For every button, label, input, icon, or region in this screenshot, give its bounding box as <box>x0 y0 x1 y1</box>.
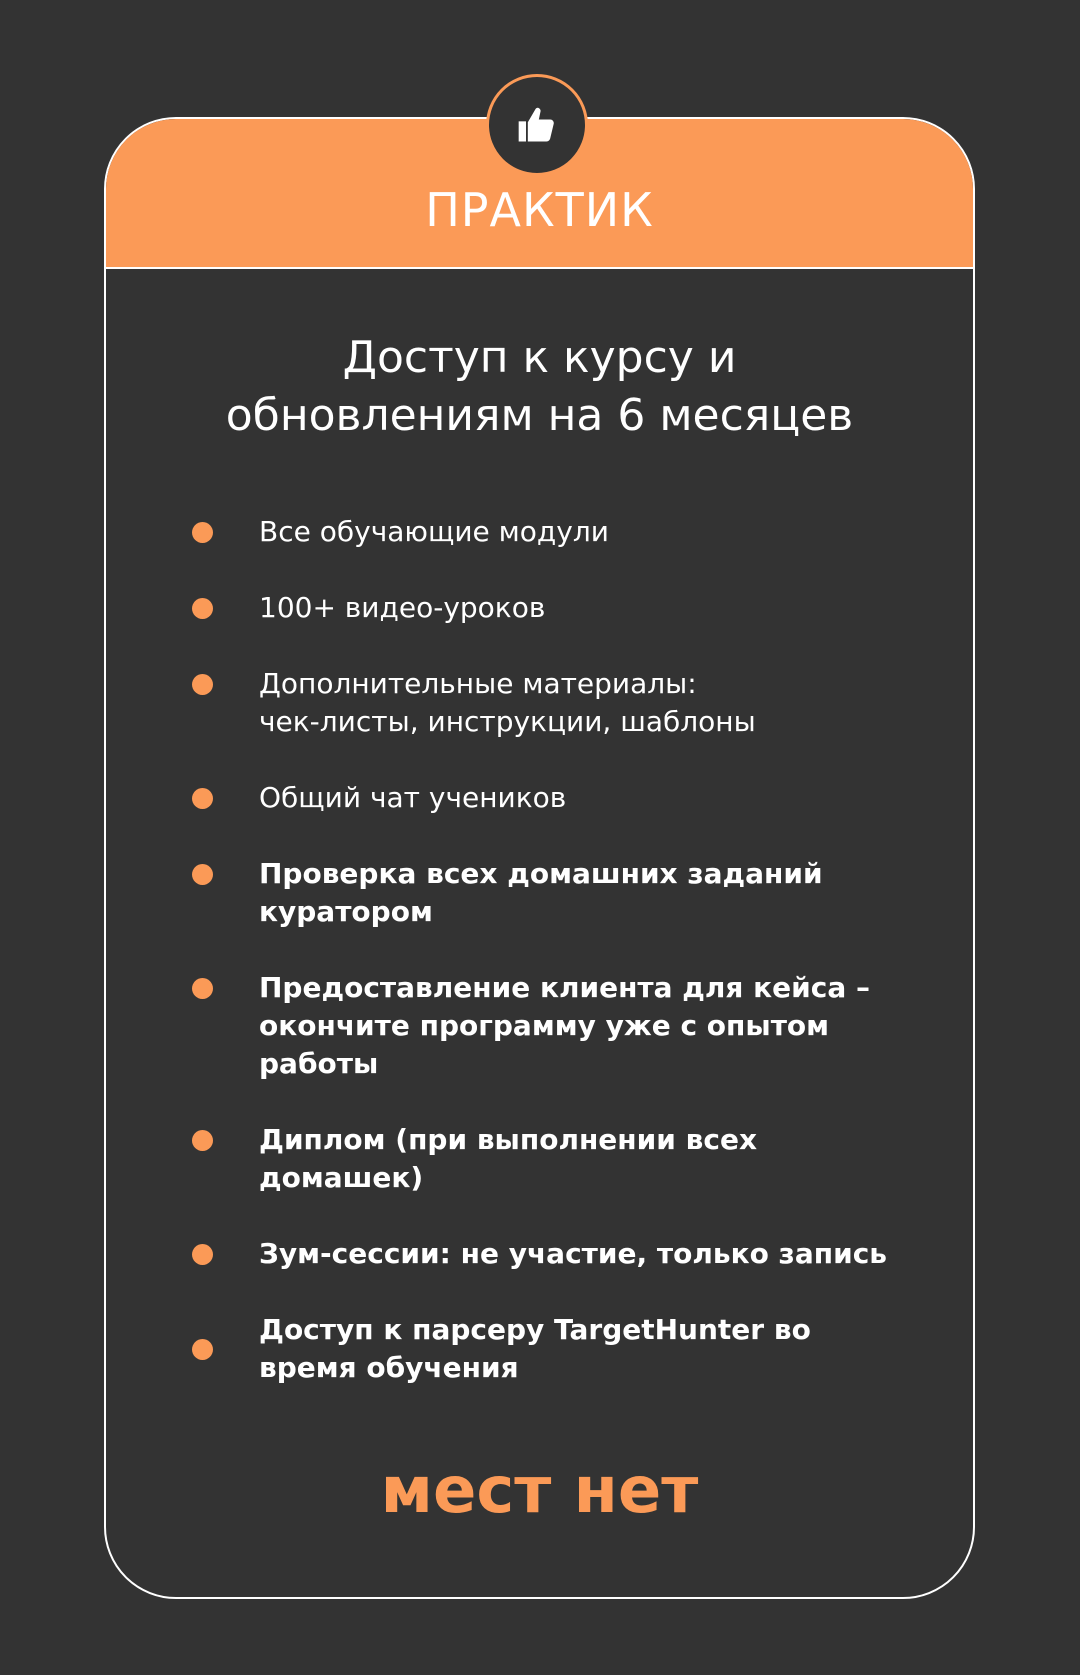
subtitle-line: Доступ к курсу и <box>342 332 737 383</box>
pricing-card <box>104 117 975 1599</box>
bullet-dot-icon <box>192 598 213 619</box>
feature-line: Дополнительные материалы: <box>259 667 697 700</box>
card-body <box>106 329 973 1387</box>
plan-badge <box>486 74 588 176</box>
feature-line: время обучения <box>259 1351 519 1384</box>
plan-name: ПРАКТИК <box>425 183 654 237</box>
feature-line: Доступ к парсеру TargetHunter во <box>259 1313 811 1346</box>
thumbs-up-icon <box>515 103 559 147</box>
feature-text: Все обучающие модули <box>259 515 609 548</box>
bullet-dot-icon <box>192 1339 213 1360</box>
feature-text: Зум-сессии: не участие, только запись <box>259 1237 887 1270</box>
bullet-dot-icon <box>192 788 213 809</box>
feature-line: Предоставление клиента для кейса – <box>259 971 870 1004</box>
feature-text: 100+ видео-уроков <box>259 591 546 624</box>
feature-text <box>259 969 909 1083</box>
feature-item <box>192 1121 909 1197</box>
bullet-dot-icon <box>192 978 213 999</box>
feature-line: куратором <box>259 895 433 928</box>
bullet-dot-icon <box>192 1130 213 1151</box>
bullet-dot-icon <box>192 864 213 885</box>
bullet-dot-icon <box>192 674 213 695</box>
plan-subtitle <box>192 329 909 445</box>
feature-line: домашек) <box>259 1161 424 1194</box>
bullet-dot-icon <box>192 1244 213 1265</box>
feature-text <box>259 665 909 741</box>
feature-item <box>192 513 909 551</box>
feature-list <box>192 513 909 1387</box>
feature-line: окончите программу уже с опытом <box>259 1009 830 1042</box>
feature-item <box>192 1311 909 1387</box>
feature-text: Общий чат учеников <box>259 781 567 814</box>
feature-text <box>259 1311 909 1387</box>
feature-item <box>192 779 909 817</box>
feature-item <box>192 665 909 741</box>
feature-line: работы <box>259 1047 379 1080</box>
feature-line: чек-листы, инструкции, шаблоны <box>259 705 756 738</box>
feature-item <box>192 1235 909 1273</box>
feature-line: Диплом (при выполнении всех <box>259 1123 757 1156</box>
feature-item <box>192 855 909 931</box>
availability-status: мест нет <box>380 1454 699 1528</box>
feature-item <box>192 589 909 627</box>
feature-line: Проверка всех домашних заданий <box>259 857 823 890</box>
feature-text <box>259 855 909 931</box>
feature-text <box>259 1121 909 1197</box>
bullet-dot-icon <box>192 522 213 543</box>
feature-item <box>192 969 909 1083</box>
subtitle-line: обновлениям на 6 месяцев <box>225 390 854 441</box>
